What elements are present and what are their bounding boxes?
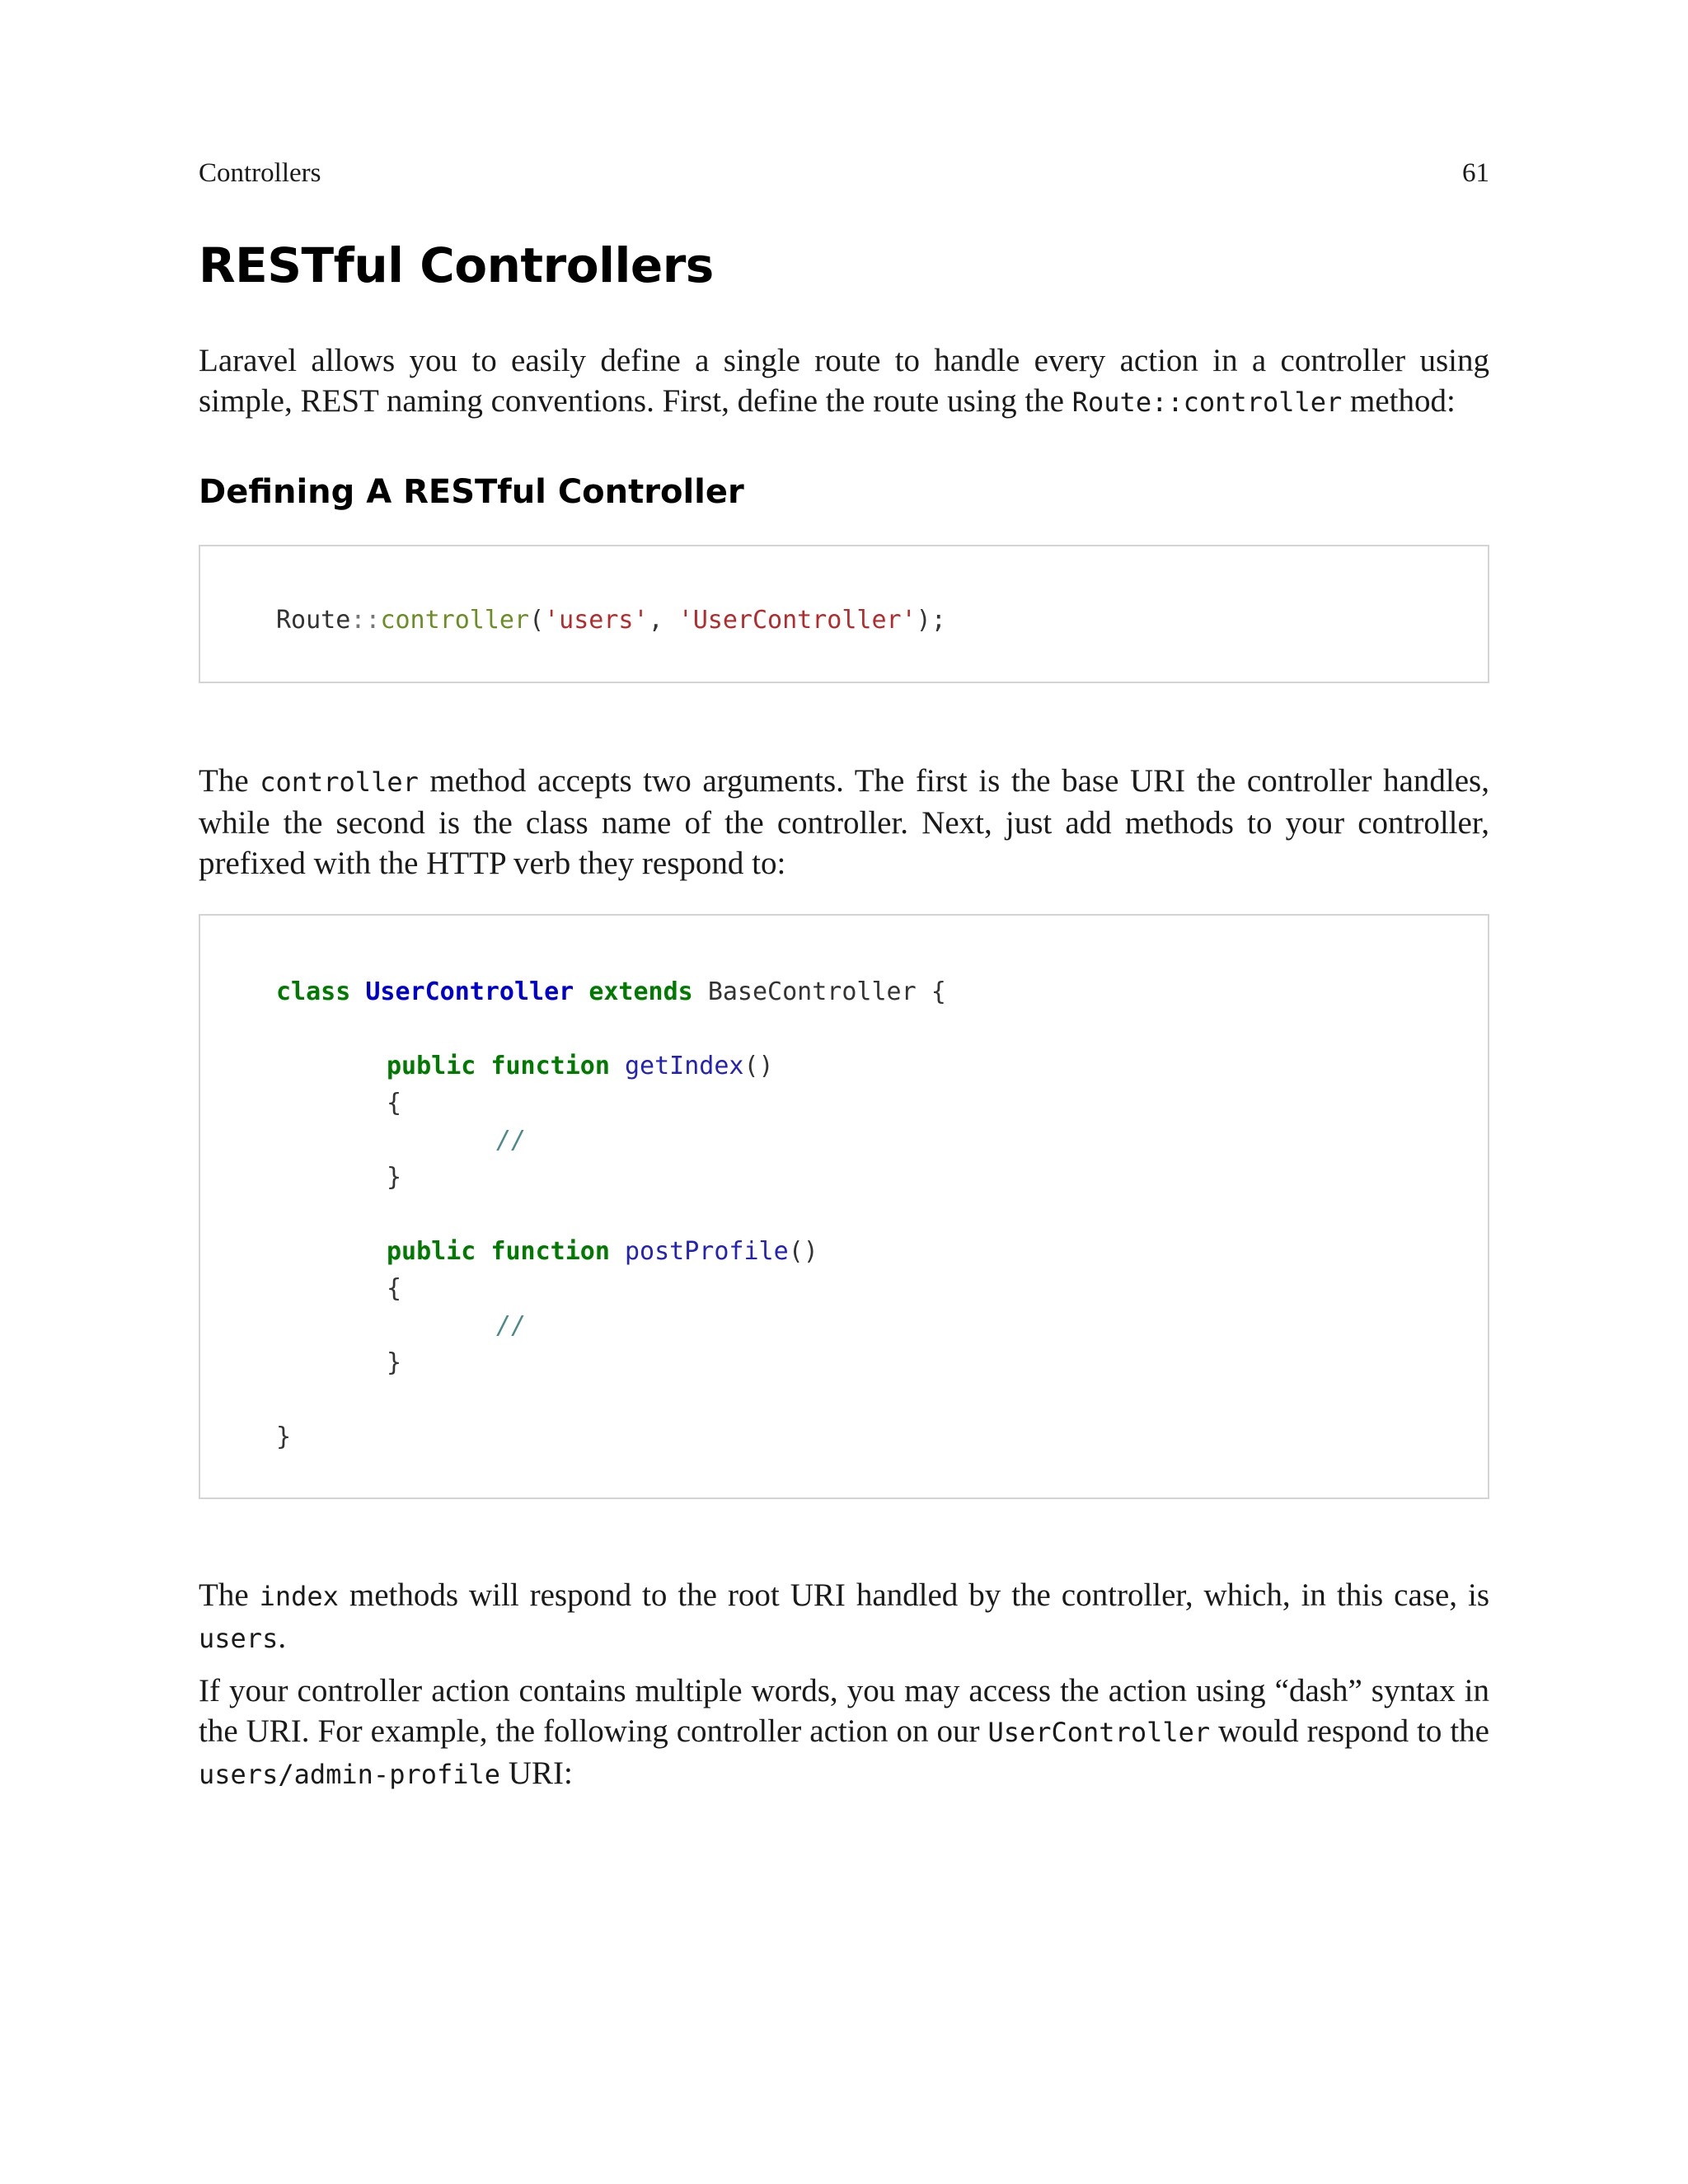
running-header-section: Controllers	[199, 158, 321, 188]
code-line: Route::controller('users', 'UserController');	[276, 606, 946, 635]
code-line: }	[387, 1348, 402, 1377]
inline-code-admin-profile-uri: users/admin-profile	[199, 1759, 501, 1790]
controller-args-paragraph: The controller method accepts two arguments. The first is the base URI the controller handles, while the second is the class name of the controller. Next, just add methods to your controller, prefixed with the HTTP verb they respond to:	[199, 763, 1489, 881]
inline-code-controller: controller	[260, 766, 419, 798]
code-block-user-controller	[199, 914, 1489, 1499]
code-line: //	[496, 1126, 527, 1155]
code-line: {	[387, 1089, 402, 1118]
section-title: RESTful Controllers	[199, 237, 714, 293]
inline-code-users: users	[199, 1623, 279, 1654]
code-line: }	[276, 1422, 292, 1451]
code-block-route	[199, 545, 1489, 683]
inline-code-index: index	[259, 1581, 339, 1612]
code-line: public function postProfile()	[387, 1237, 818, 1266]
subheading: Defining A RESTful Controller	[199, 473, 744, 511]
intro-paragraph: Laravel allows you to easily define a single route to handle every action in a controller using simple, REST naming conventions. First, define the route using the Route::controller method:	[199, 343, 1489, 419]
code-line: class UserController extends BaseController {	[276, 977, 946, 1006]
index-paragraph: The index methods will respond to the root URI handled by the controller, which, in this case, is users.	[199, 1577, 1489, 1655]
code-line: }	[387, 1163, 402, 1192]
page-header	[199, 158, 1489, 189]
page-number: 61	[1462, 158, 1489, 188]
code-line: public function getIndex()	[387, 1052, 774, 1080]
inline-code-usercontroller: UserController	[987, 1717, 1211, 1748]
inline-code-route-controller: Route::controller	[1071, 387, 1343, 418]
dash-syntax-paragraph: If your controller action contains multiple words, you may access the action using “dash” syntax in the URI. For example, the following controller action on our UserController would respond to the users/admin-profile URI:	[199, 1673, 1489, 1791]
code-line: {	[387, 1274, 402, 1303]
code-line: //	[496, 1311, 527, 1340]
